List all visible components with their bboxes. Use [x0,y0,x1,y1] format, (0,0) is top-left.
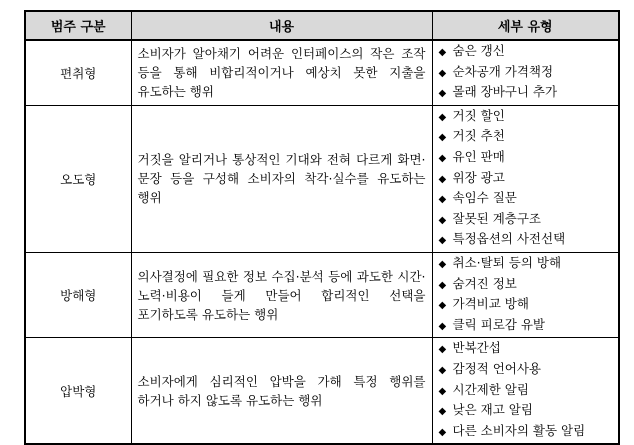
bullet-icon: ◆ [438,279,447,291]
subtype-item [439,169,615,190]
subtype-label: 낮은 재고 알림 [452,402,533,418]
bullet-icon: ◆ [438,173,447,185]
bullet-icon: ◆ [438,385,447,397]
subtype-item [439,254,615,275]
category-cell: 오도형 [25,105,131,252]
bullet-icon: ◆ [438,300,447,312]
subtype-label: 클릭 피로감 유발 [452,316,545,332]
subtype-item [439,230,615,251]
subtype-item [439,401,615,422]
subtype-item [439,63,615,84]
subtype-label: 반복간섭 [452,340,501,356]
content-cell: 거짓을 알리거나 통상적인 기대와 전혀 다르게 화면·문장 등을 구성해 소비자의 착각·실수를 유도하는 행위 [131,105,432,252]
subtype-item [439,339,615,360]
subtype-label: 숨은 갱신 [452,43,505,58]
subtype-label: 가격비교 방해 [452,296,529,312]
bullet-icon: ◆ [438,426,447,438]
subtypes-cell [432,40,619,105]
subtypes-cell [432,105,619,252]
bullet-icon: ◆ [438,364,447,376]
bullet-icon: ◆ [438,132,447,144]
subtype-item [439,127,615,148]
subtype-label: 감정적 언어사용 [452,360,541,376]
bullet-icon: ◆ [438,194,447,206]
category-cell: 방해형 [25,252,131,337]
subtype-item [439,189,615,210]
table-row [25,252,619,337]
bullet-icon: ◆ [438,235,447,247]
bullet-icon: ◆ [438,47,447,58]
subtype-label: 순차공개 가격책정 [452,63,554,79]
subtype-label: 거짓 추천 [452,128,505,144]
subtype-item [439,210,615,231]
subtype-label: 취소·탈퇴 등의 방해 [452,254,562,270]
content-cell: 소비자에게 심리적인 압박을 가해 특정 행위를 하거나 하지 않도록 유도하는 행위 [131,338,432,444]
subtype-item [439,295,615,316]
category-cell: 압박형 [25,338,131,444]
subtype-label: 특정옵션의 사전선택 [452,231,566,247]
subtype-label: 거짓 할인 [452,107,505,123]
header-content: 내용 [131,11,432,40]
bullet-icon: ◆ [438,320,447,332]
subtype-label: 위장 광고 [452,169,505,185]
content-cell: 소비자가 알아채기 어려운 인터페이스의 작은 조작 등을 통해 비합리적이거나 예상치 못한 지출을 유도하는 행위 [131,40,432,105]
subtype-list [439,42,615,104]
subtype-item [439,275,615,296]
subtype-label: 잘못된 계층구조 [452,210,541,226]
category-cell: 편취형 [25,40,131,105]
subtype-item [439,422,615,443]
subtype-item [439,360,615,381]
table-row [25,40,619,105]
header-category: 범주 구분 [25,11,131,40]
bullet-icon: ◆ [438,344,447,356]
bullet-icon: ◆ [438,406,447,418]
table-row [25,338,619,444]
subtype-list [439,339,615,442]
table-row [25,105,619,252]
subtype-item [439,316,615,337]
subtype-list [439,107,615,251]
bullet-icon: ◆ [438,67,447,79]
subtype-label: 숨겨진 정보 [452,275,517,291]
bullet-icon: ◆ [438,258,447,270]
dark-pattern-table [24,10,620,445]
subtype-item [439,381,615,402]
subtype-item [439,42,615,63]
subtype-label: 몰래 장바구니 추가 [452,84,558,100]
bullet-icon: ◆ [438,88,447,100]
subtype-item [439,107,615,128]
bullet-icon: ◆ [438,214,447,226]
subtype-label: 다른 소비자의 활동 알림 [452,422,586,438]
subtype-item [439,83,615,104]
subtype-item [439,148,615,169]
subtype-label: 시간제한 알림 [452,381,529,397]
header-row [25,11,619,40]
bullet-icon: ◆ [438,111,447,123]
header-subtypes: 세부 유형 [432,11,619,40]
bullet-icon: ◆ [438,152,447,164]
content-cell: 의사결정에 필요한 정보 수집·분석 등에 과도한 시간·노력·비용이 들게 만들어 합리적인 선택을 포기하도록 유도하는 행위 [131,252,432,337]
subtype-label: 유인 판매 [452,148,505,164]
subtypes-cell [432,338,619,444]
subtypes-cell [432,252,619,337]
subtype-list [439,254,615,336]
subtype-label: 속임수 질문 [452,190,517,206]
